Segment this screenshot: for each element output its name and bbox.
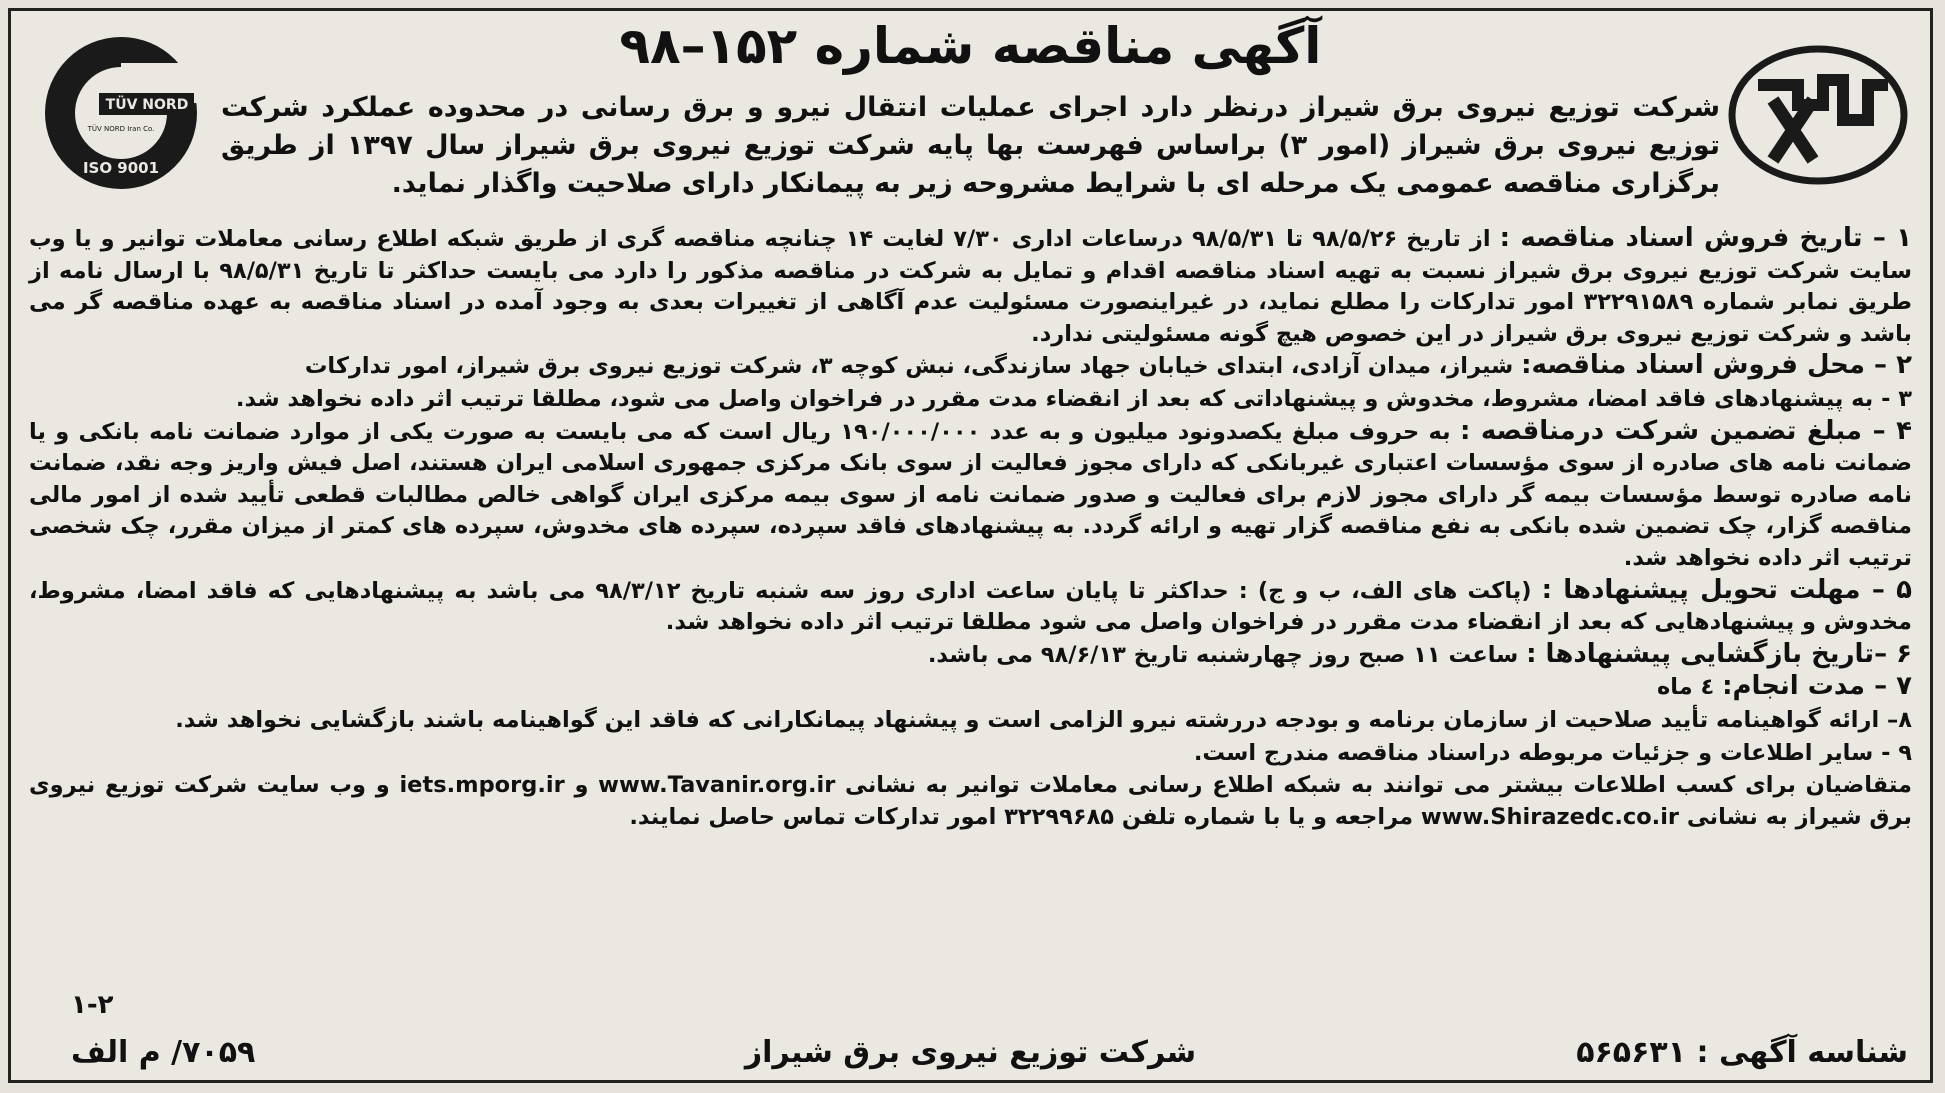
condition-text: شیراز، میدان آزادی، ابتدای خیابان جهاد سازندگی، نبش کوچه ۳، شرکت توزیع نیروی برق شیراز، امور تدارکات bbox=[304, 353, 1522, 380]
tuv-logo-mid-text: TÜV NORD Iran Co. bbox=[87, 125, 155, 133]
condition-item bbox=[29, 350, 1912, 383]
intro-paragraph: شرکت توزیع نیروی برق شیراز درنظر دارد اجرای عملیات انتقال نیرو و برق رسانی در محدوده عملکرد شرکت توزیع نیروی برق شیراز (امور ۳) براساس فهرست بها پایه شرکت توزیع نیروی برق شیراز سال ۱۳۹۷ از طریق برگزاری مناقصه عمومی یک مرحله ای با شرایط مشروحه زیر به پیمانکار دارای صلاحیت واگذار نماید. bbox=[221, 92, 1720, 199]
condition-item bbox=[29, 671, 1912, 704]
condition-text: ۸– ارائه گواهینامه تأیید صلاحیت از سازمان برنامه و بودجه دررشته نیرو الزامی است و پیشنهاد پیمانکارانی که فاقد این گواهینامه باشند بازگشایی نخواهد شد. bbox=[175, 706, 1912, 733]
condition-text: ساعت ۱۱ صبح روز چهارشنبه تاریخ ۹۸/۶/۱۳ می باشد. bbox=[927, 641, 1527, 668]
contact-info bbox=[29, 769, 1912, 833]
condition-label: ۷ – مدت انجام: bbox=[1722, 671, 1912, 702]
page-reference: ۱-۲ bbox=[71, 990, 114, 1020]
condition-text: ٤ ماه bbox=[1657, 674, 1723, 701]
condition-label: ۶ –تاریخ بازگشایی پیشنهادها : bbox=[1526, 638, 1912, 669]
tuv-nord-iso-logo bbox=[41, 33, 201, 193]
condition-item bbox=[29, 383, 1912, 416]
condition-text: متقاضیان برای کسب اطلاعات بیشتر می توانند به شبکه اطلاع رسانی معاملات توانیر به نشانی www.Tavanir.org.ir و iets.mporg.ir و وب سایت شرکت توزیع نیروی برق شیراز به نشانی www.Shirazedc.co.ir مراجعه و یا با شماره تلفن ۳۲۲۹۹۶۸۵ امور تدارکات تماس حاصل نمایند. bbox=[29, 772, 1912, 830]
condition-label: ۱ – تاریخ فروش اسناد مناقصه : bbox=[1499, 223, 1912, 253]
condition-text: به حروف مبلغ یکصدونود میلیون و به عدد ۱۹۰/۰۰۰/۰۰۰ ریال است که می بایست به صورت یکی از موارد ضمانت نامه بانکی و یا ضمانت نامه های صادره از سوی مؤسسات اعتباری غیربانکی که دارای مجوز فعالیت از سوی بانک مرکزی جمهوری اسلامی ایران هستند، اصل فیش واریز وجه نقد، ضمانت نامه صادره توسط مؤسسات بیمه گر دارای مجوز لازم برای فعالیت و صدور ضمانت نامه از سوی بیمه مرکزی ایران گواهی خالص مطالبات قطعی تأیید شده از امور مالی مناقصه گزار، چک تضمین شده بانکی به نفع مناقصه گزار تهیه و ارائه گردد. به پیشنهادهای فاقد سپرده، سپرده های مخدوش، سپرده های کمتر از میزان مقرر، چک شخصی ترتیب اثر داده نخواهد شد. bbox=[29, 418, 1912, 571]
condition-text: از تاریخ ۹۸/۵/۲۶ تا ۹۸/۵/۳۱ درساعات اداری ۷/۳۰ لغایت ۱۴ چنانچه مناقصه گری از طریق شبکه اطلاع رسانی معاملات توانیر و یا وب سایت شرکت توزیع نیروی برق شیراز نسبت به تهیه اسناد مناقصه اقدام و تمایل به شرکت در مناقصه مذکور را دارد می بایست حداکثر تا تاریخ ۹۸/۵/۳۱ با ارسال نامه از طریق نمابر شماره ۳۲۲۹۱۵۸۹ امور تدارکات را مطلع نماید، در غیراینصورت مسئولیت عدم آگاهی از تغییرات بعدی به وجود آمده در اسناد مناقصه به عهده مناقصه گر می باشد و شرکت توزیع نیروی برق شیراز در این خصوص هیچ گونه مسئولیتی ندارد. bbox=[29, 226, 1912, 347]
condition-label: ۵ – مهلت تحویل پیشنهادها : bbox=[1541, 574, 1912, 605]
condition-item bbox=[29, 223, 1912, 350]
condition-text: ۹ - سایر اطلاعات و جزئیات مربوطه دراسناد مناقصه مندرج است. bbox=[1193, 739, 1912, 766]
advertisement-frame bbox=[8, 8, 1933, 1083]
condition-item bbox=[29, 737, 1912, 770]
condition-text: (پاکت های الف، ب و ج) : حداکثر تا پایان ساعت اداری روز سه شنبه تاریخ ۹۸/۳/۱۲ می باشد به پیشنهادهایی که فاقد امضا، مشروط، مخدوش و پیشنهادهایی که بعد از انقضاء مدت مقرر در فراخوان واصل می شود مطلقا ترتیب اثر داده نخواهد شد. bbox=[29, 577, 1912, 636]
condition-text: ۳ - به پیشنهادهای فاقد امضا، مشروط، مخدوش و پیشنهاداتی که بعد از انقضاء مدت مقرر در فراخوان واصل می شود، مطلقا ترتیب اثر داده نخواهد شد. bbox=[235, 385, 1912, 412]
shiraz-power-company-logo bbox=[1728, 45, 1908, 185]
condition-item bbox=[29, 575, 1912, 639]
condition-item bbox=[29, 704, 1912, 737]
condition-label: ۲ – محل فروش اسناد مناقصه: bbox=[1521, 350, 1912, 381]
conditions-list bbox=[29, 223, 1912, 833]
iso-text: ISO 9001 bbox=[82, 159, 160, 177]
tuv-logo-top-text: TÜV NORD bbox=[105, 97, 189, 113]
ad-reference-number: ۷۰۵۹/ م الف bbox=[71, 1035, 256, 1070]
condition-item bbox=[29, 639, 1912, 672]
ad-id: شناسه آگهی : ۵۶۵۶۳۱ bbox=[1576, 1035, 1908, 1070]
condition-item bbox=[29, 416, 1912, 575]
page-title: آگهی مناقصه شماره ۱۵۲–۹۸ bbox=[619, 17, 1322, 75]
company-name: شرکت توزیع نیروی برق شیراز bbox=[744, 1035, 1197, 1070]
condition-label: ۴ – مبلغ تضمین شرکت درمناقصه : bbox=[1459, 415, 1913, 446]
